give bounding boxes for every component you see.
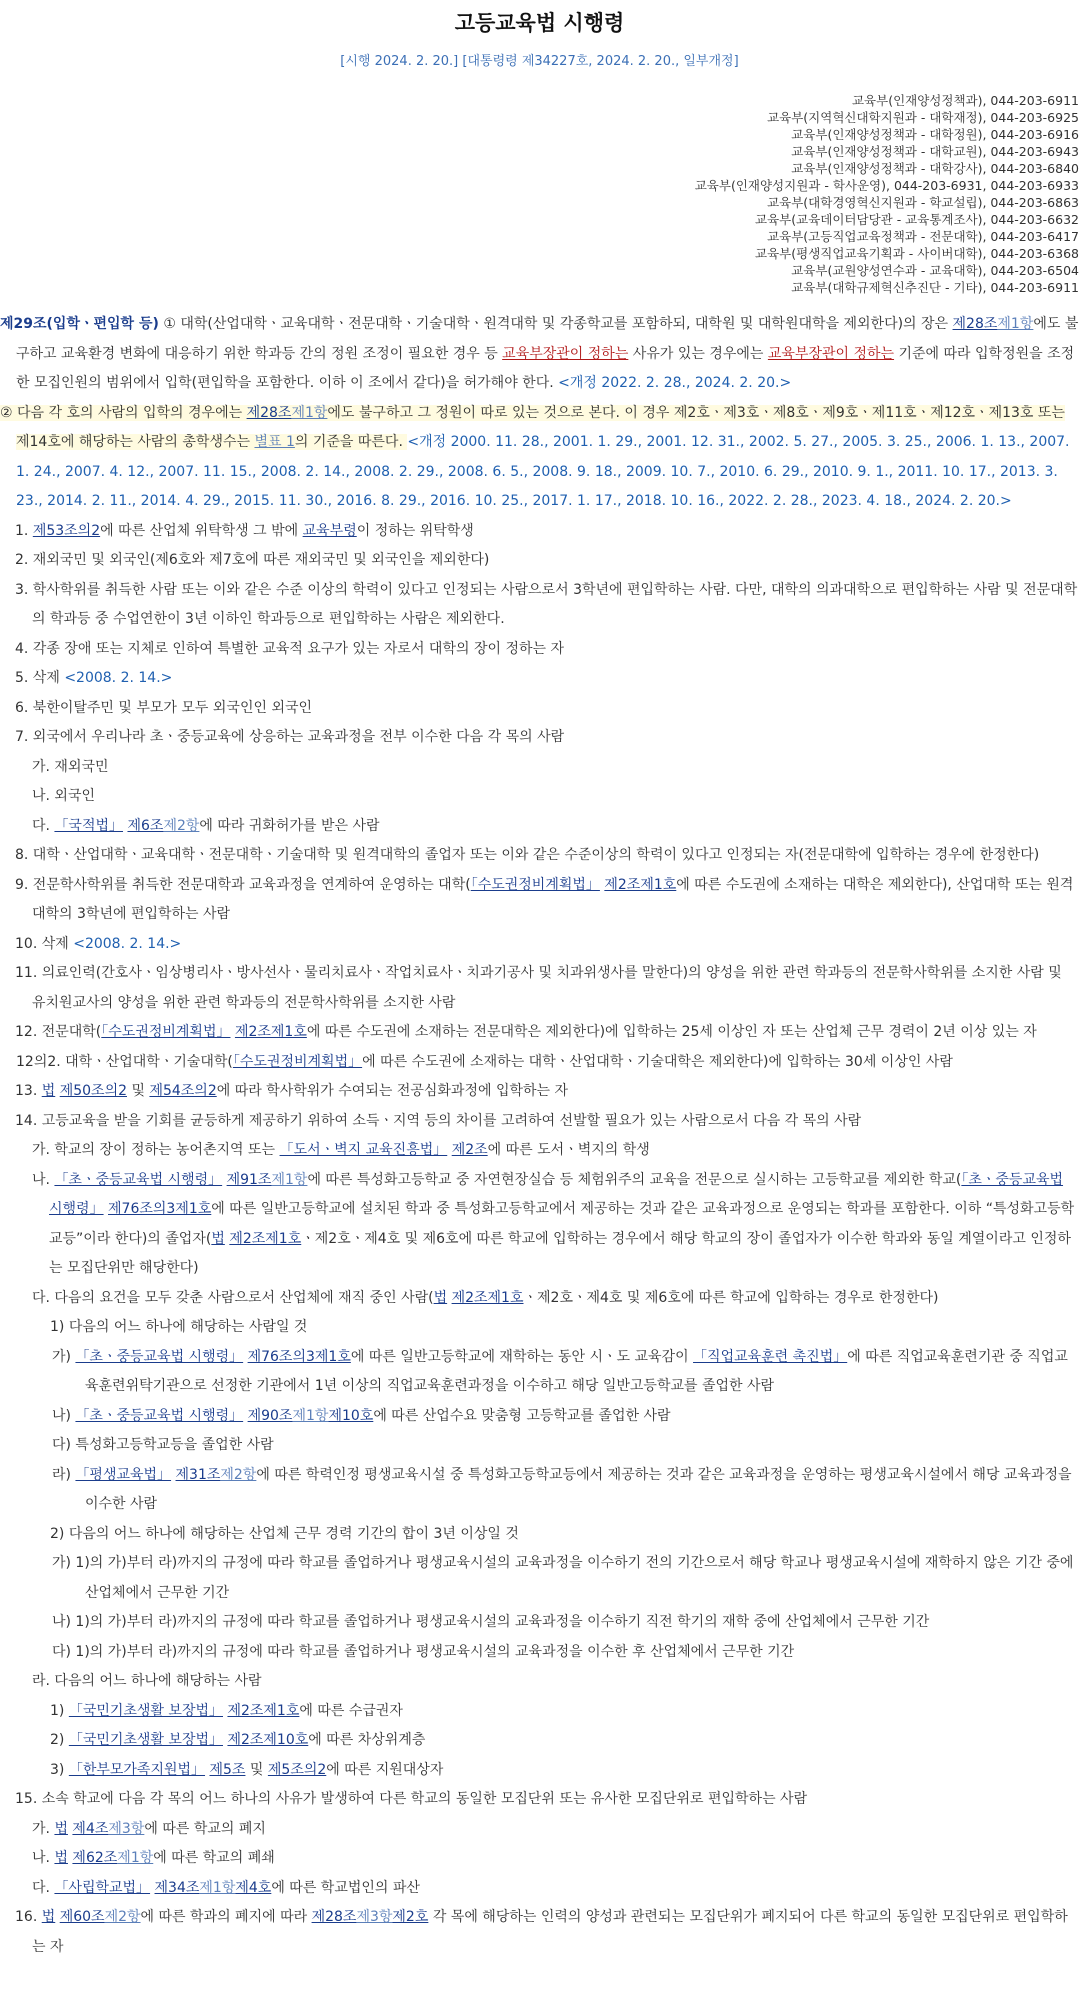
link[interactable]: 「직업교육훈련 촉진법」 [693,1348,848,1365]
department-contact: 교육부(대학규제혁신추진단 - 기타), 044-203-6911 [791,280,1079,295]
item-14-da-1: 1) 다음의 어느 하나에 해당하는 사람일 것 [50,1319,308,1335]
link-article-28[interactable]: 제28조 [952,316,998,332]
article-body [0,310,1079,1962]
link[interactable]: 「초ㆍ중등교육법 시행령」 [54,1171,223,1188]
link[interactable]: 「수도권정비계획법」 [232,1053,363,1070]
item-14-da-1-na [0,1402,1079,1432]
text: 12. 전문대학( [15,1024,102,1040]
revision-note: <개정 2022. 2. 28., 2024. 2. 20.> [558,375,792,391]
text: ① 대학(산업대학ㆍ교육대학ㆍ전문대학ㆍ기술대학ㆍ원격대학 및 각종학교를 포함하되, 대학원 및 대학원대학을 제외한다)의 장은 [158,316,953,332]
text: 3) [50,1761,69,1778]
link[interactable]: 제6조 [127,817,164,834]
paragraph-1 [0,310,1079,399]
page-title: 고등교육법 시행령 [454,11,625,35]
link[interactable]: 제91조 [226,1171,272,1188]
text: 에 따른 수도권에 소재하는 전문대학은 제외한다)에 입학하는 25세 이상인 자 또는 산업체 근무 경력이 2년 이상 있는 자 [306,1024,1037,1040]
link-annex-1[interactable]: 별표 1 [254,434,295,450]
enforcement-info: [시행 2024. 2. 20.] [대통령령 제34227호, 2024. 2. 20., 일부개정] [340,54,739,69]
text: 에 따른 학교법인의 파산 [271,1879,420,1896]
text: 9. 전문학사학위를 취득한 전문대학과 교육과정을 연계하여 운영하는 대학( [15,876,471,893]
department-contact: 교육부(고등직업교육정책과 - 전문대학), 044-203-6417 [767,229,1079,244]
department-contact: 교육부(평생직업교육기획과 - 사이버대학), 044-203-6368 [755,246,1079,261]
link[interactable]: 제76조의3제1호 [108,1201,212,1217]
text: 에 따른 도서ㆍ벽지의 학생 [487,1142,650,1158]
item-15-ga [0,1815,1079,1845]
link[interactable]: 제10호 [328,1407,374,1424]
text: 에 따른 직업교육훈련기관 중 직업교육훈련위탁기관으로 선정한 기관에서 1년 이상의 직업교육훈련과정을 이수하고 해당 일반고등학교를 졸업한 사람 [85,1348,1068,1394]
link[interactable]: 제2항 [220,1466,257,1483]
text: 16. [15,1909,42,1925]
text: 에 따른 산업체 위탁학생 그 밖에 [100,522,303,539]
text: 12의2. 대학ㆍ산업대학ㆍ기술대학( [16,1053,233,1070]
link[interactable]: 「초ㆍ중등교육법 시행령」 [49,1171,1064,1217]
link[interactable]: 제28조 [311,1909,357,1925]
item-10 [0,930,1079,960]
text: 에 따른 수도권에 소재하는 대학은 제외한다), 산업대학 또는 원격대학의 3학년에 편입학하는 사람 [32,876,1074,922]
text: 가. [32,1820,55,1837]
item-16 [0,1903,1079,1962]
paragraph-2 [0,399,1079,517]
text: 에 따른 차상위계층 [308,1732,426,1748]
delegation-link[interactable]: 교육부장관이 정하는 [502,345,629,362]
link[interactable]: 「도서ㆍ벽지 교육진흥법」 [279,1142,448,1158]
link[interactable]: 「사립학교법」 [54,1879,151,1896]
text: 및 [245,1761,268,1778]
text: 나) [52,1407,76,1424]
link-clause-1[interactable]: 제1항 [291,404,328,421]
text: 기준에 따라 입학정원을 조정한 모집인원의 범위에서 입학(편입학을 포함한다. 이하 이 조에서 같다)을 허가해야 한다. [16,345,1075,391]
department-contact: 교육부(인재양성정책과 - 대학교원), 044-203-6943 [791,144,1079,159]
link[interactable]: 교육부령 [302,522,357,539]
link[interactable]: 제5조의2 [267,1761,327,1778]
link[interactable]: 법 [54,1820,68,1837]
text: 다. 다음의 요건을 모두 갖춘 사람으로서 산업체에 재직 중인 사람( [32,1289,434,1306]
item-13 [0,1077,1079,1107]
text: 에 따른 지원대상자 [326,1761,444,1778]
text: 다. [32,817,55,834]
link[interactable]: 제5조 [209,1761,246,1778]
link[interactable]: 제2조제1호 [227,1702,300,1719]
text: 의 기준을 따른다. [294,434,408,450]
link[interactable]: 제2호 [392,1909,429,1925]
link[interactable]: 「평생교육법」 [75,1466,172,1483]
link[interactable]: 법 [211,1230,225,1247]
department-contact: 교육부(인재양성지원과 - 학사운영), 044-203-6931, 044-203-6933 [694,178,1079,193]
department-contact: 교육부(교육데이터담당관 - 교육통계조사), 044-203-6632 [755,212,1079,227]
item-7-na: 나. 외국인 [32,788,95,804]
link[interactable]: 제1항 [117,1850,154,1866]
link[interactable]: 제2조제1호 [451,1289,524,1306]
item-9 [0,871,1079,930]
department-contact: 교육부(지역혁신대학지원과 - 대학재정), 044-203-6925 [767,110,1079,125]
text: 에 따른 학교의 폐지 [144,1820,266,1837]
text: 에 따른 학교의 폐쇄 [153,1850,275,1866]
link[interactable]: 「초ㆍ중등교육법 시행령」 [75,1407,244,1424]
text: 가) [52,1348,76,1365]
revision-note: <2008. 2. 14.> [73,935,182,952]
item-14-da-2: 2) 다음의 어느 하나에 해당하는 산업체 근무 경력 기간의 합이 3년 이상일 것 [50,1525,519,1542]
link[interactable]: 「국민기초생활 보장법」 [68,1732,223,1748]
delegation-link[interactable]: 교육부장관이 정하는 [767,345,895,362]
item-8: 8. 대학ㆍ산업대학ㆍ교육대학ㆍ전문대학ㆍ기술대학 및 원격대학의 졸업자 또는 이와 같은 수준이상의 학력이 있다고 인정되는 자(전문대학에 입학하는 경우에 한정한다) [15,847,1040,863]
item-14-da-2-da: 다) 1)의 가)부터 라)까지의 규정에 따라 학교를 졸업하거나 평생교육시설의 교육과정을 이수한 후 산업체에서 근무한 기간 [52,1643,795,1660]
link-article-28[interactable]: 제28조 [246,404,292,421]
text: ② 다음 각 호의 사람의 입학의 경우에는 [0,404,247,421]
item-7: 7. 외국에서 우리나라 초ㆍ중등교육에 상응하는 교육과정을 전부 이수한 다음 각 목의 사람 [15,729,565,745]
item-14-ra: 라. 다음의 어느 하나에 해당하는 사람 [32,1673,262,1689]
item-14: 14. 고등교육을 받을 기회를 균등하게 제공하기 위하여 소득ㆍ지역 등의 차이를 고려하여 선발할 필요가 있는 사람으로서 다음 각 목의 사람 [15,1112,862,1129]
link[interactable]: 제4조 [72,1820,109,1837]
link[interactable]: 제3항 [108,1820,145,1837]
link[interactable]: 제2항 [163,817,200,834]
link[interactable]: 제34조 [154,1879,200,1896]
text: 13. [15,1083,42,1099]
link[interactable]: 제2항 [104,1909,141,1925]
text: 에 따른 일반고등학교에 설치된 학과 중 특성화고등학교에서 제공하는 것과 같은 교육과정으로 운영되는 학과를 포함한다. 이하 “특성화고등학교등”이라 한다)의 졸업자( [49,1201,1075,1247]
text: 라) [52,1466,76,1483]
link[interactable]: 법 [41,1083,56,1099]
link[interactable]: 제2조 [451,1142,488,1158]
item-14-da-1-ra [0,1461,1079,1520]
text: 1) [50,1702,69,1719]
item-14-ra-3 [0,1756,1079,1786]
text: 에 따른 학력인정 평생교육시설 중 특성화고등학교등에서 제공하는 것과 같은 교육과정을 운영하는 평생교육시설에서 해당 교육과정을 이수한 사람 [85,1466,1072,1512]
item-14-da-2-ga: 가) 1)의 가)부터 라)까지의 규정에 따라 학교를 졸업하거나 평생교육시설의 교육과정을 이수하기 전의 기간으로서 해당 학교나 평생교육시설에 재학하지 않은 기간 중에 산업체에서 근무한 기간 [52,1555,1074,1601]
link-clause-1[interactable]: 제1항 [997,316,1034,332]
item-12 [0,1018,1079,1048]
item-14-da [0,1284,1079,1314]
revision-note: <개정 2000. 11. 28., 2001. 1. 29., 2001. 12. 31., 2002. 5. 27., 2005. 3. 25., 2006. 1. 13., 2007. 1. 24., 2007. 4. 12., 2007. 11. 15., 2008. 2. 14., 2008. 2. 29., 2008. 6. 5., 2008. 9. 18., 2009. 10. 7., 2010. 6. 29., 2010. 9. 1., 2011. 10. 17., 2013. 3. 23., 2014. 2. 11., 2014. 4. 29., 2015. 11. 30., 2016. 8. 29., 2016. 10. 25., 2017. 1. 17., 2018. 10. 16., 2022. 2. 28., 2023. 4. 18., 2024. 2. 20.> [16,434,1070,509]
link[interactable]: 제31조 [175,1466,221,1483]
link[interactable]: 제1항 [292,1407,329,1424]
item-12-2 [0,1048,1079,1078]
text: 에 따라 귀화허가를 받은 사람 [199,817,380,834]
item-5 [0,664,1079,694]
item-14-da-1-ga [0,1343,1079,1402]
text: ㆍ제2호ㆍ제4호 및 제6호에 따른 학교에 입학하는 경우에서 해당 학교의 장이 졸업자가 이수한 학과와 동일 계열이라고 인정하는 모집단위만 해당한다) [49,1230,1071,1276]
link[interactable]: 제60조 [59,1909,105,1925]
item-6: 6. 북한이탈주민 및 부모가 모두 외국인인 외국인 [15,699,313,716]
link[interactable]: 제2조제10호 [227,1732,309,1748]
link[interactable]: 제2조제1호 [229,1230,302,1247]
link[interactable]: 제1항 [199,1879,236,1896]
text: 에 따른 일반고등학교에 재학하는 동안 시ㆍ도 교육감이 [350,1348,694,1365]
text: 에도 불구하고 그 정원이 따로 있는 것으로 본다. 이 경우 제2호ㆍ제3호ㆍ제8호ㆍ제9호ㆍ제11호ㆍ제12호ㆍ제13호 또는 제14호에 해당하는 사람의 총학생수는 [16,404,1065,450]
item-number: 1. [15,522,33,539]
item-15-na [0,1844,1079,1874]
link[interactable]: 제53조의2 [32,522,101,539]
link[interactable]: 「국적법」 [54,817,124,834]
text: 나. [32,1171,55,1188]
revision-note: <2008. 2. 14.> [64,670,173,686]
item-14-da-1-da: 다) 특성화고등학교등을 졸업한 사람 [52,1437,274,1453]
item-14-ra-2 [0,1726,1079,1756]
text: 에 따른 수급권자 [299,1702,403,1719]
department-contacts [0,92,1079,296]
item-3: 3. 학사학위를 취득한 사람 또는 이와 같은 수준 이상의 학력이 있다고 인정되는 사람으로서 3학년에 편입학하는 사람. 다만, 대학의 의과대학으로 편입학하는 사람 및 전문대학의 학과등 중 수업연한이 3년 이하인 학과등으로 편입학하는 사람은 제외한다. [15,581,1078,627]
text: 에 따라 학사학위가 수여되는 전공심화과정에 입학하는 자 [216,1083,569,1099]
item-7-ga: 가. 재외국민 [32,758,109,775]
article-heading[interactable]: 제29조(입학ㆍ편입학 등) [0,316,159,332]
link[interactable]: 제54조의2 [149,1083,217,1099]
link[interactable]: 「수도권정비계획법」 [101,1024,231,1040]
department-contact: 교육부(인재양성정책과 - 대학강사), 044-203-6840 [791,161,1079,176]
link[interactable]: 제2조제1호 [604,876,677,893]
text: 에 따른 산업수요 맞춤형 고등학교를 졸업한 사람 [373,1407,671,1424]
text: 에 따른 학과의 폐지에 따라 [140,1909,312,1925]
link[interactable]: 「한부모가족지원법」 [68,1761,206,1778]
item-14-da-2-na: 나) 1)의 가)부터 라)까지의 규정에 따라 학교를 졸업하거나 평생교육시설의 교육과정을 이수하기 직전 학기의 재학 중에 산업체에서 근무한 기간 [52,1614,930,1630]
text: 다. [32,1879,55,1896]
link[interactable]: 법 [433,1289,448,1306]
text: 이 정하는 위탁학생 [356,522,474,539]
item-7-da [0,812,1079,842]
text: 5. 삭제 [15,670,65,686]
department-contact: 교육부(대학경영혁신지원과 - 학교설립), 044-203-6863 [767,195,1079,210]
department-contact: 교육부(인재양성정책과), 044-203-6911 [851,93,1079,108]
text: 및 [127,1083,150,1099]
text: 각 목에 해당하는 인력의 양성과 관련되는 모집단위가 폐지되어 다른 학교의 동일한 모집단위로 편입학하는 자 [32,1909,1068,1955]
link[interactable]: 제50조의2 [59,1083,127,1099]
link[interactable]: 제76조의3제1호 [247,1348,351,1365]
text: 2) [50,1732,69,1748]
link[interactable]: 제2조제1호 [234,1024,307,1040]
text: 에도 불구하고 교육환경 변화에 대응하기 위한 학과등 간의 정원 조정이 필요한 경우 등 [16,316,1079,362]
text: 에 따른 수도권에 소재하는 대학ㆍ산업대학ㆍ기술대학은 제외한다)에 입학하는 30세 이상인 사람 [362,1053,953,1070]
text: 10. 삭제 [15,935,74,952]
link[interactable]: 제4호 [235,1879,272,1896]
item-15-da [0,1874,1079,1904]
link[interactable]: 제3항 [356,1909,393,1925]
text: 사유가 있는 경우에는 [628,345,768,362]
item-2: 2. 재외국민 및 외국인(제6호와 제7호에 따른 재외국민 및 외국인을 제외한다) [15,552,490,568]
link[interactable]: 제90조 [247,1407,293,1424]
item-1 [0,517,1079,547]
text: ㆍ제2호ㆍ제4호 및 제6호에 따른 학교에 입학하는 경우로 한정한다) [523,1289,939,1306]
link[interactable]: 법 [54,1850,68,1866]
item-11: 11. 의료인력(간호사ㆍ임상병리사ㆍ방사선사ㆍ물리치료사ㆍ작업치료사ㆍ치과기공사 및 치과위생사를 말한다)의 양성을 위한 관련 학과등의 전문학사학위를 소지한 사람 및 유치원교사의 양성을 위한 관련 학과등의 전문학사학위를 소지한 사람 [15,965,1062,1011]
department-contact: 교육부(교원양성연수과 - 교육대학), 044-203-6504 [791,263,1079,278]
text: 에 따른 특성화고등학교 중 자연현장실습 등 체험위주의 교육을 전문으로 실시하는 고등학교를 제외한 학교( [307,1171,962,1188]
item-14-ra-1 [0,1697,1079,1727]
text: 나. [32,1850,55,1866]
link[interactable]: 「수도권정비계획법」 [470,876,600,893]
link[interactable]: 「국민기초생활 보장법」 [68,1702,223,1719]
text: 가. 학교의 장이 정하는 농어촌지역 또는 [32,1142,280,1158]
item-14-ga [0,1136,1079,1166]
item-4: 4. 각종 장애 또는 지체로 인하여 특별한 교육적 요구가 있는 자로서 대학의 장이 정하는 자 [15,640,564,657]
department-contact: 교육부(인재양성정책과 - 대학정원), 044-203-6916 [791,127,1079,142]
link[interactable]: 제62조 [72,1850,118,1866]
link[interactable]: 「초ㆍ중등교육법 시행령」 [75,1348,244,1365]
link[interactable]: 법 [41,1909,56,1925]
item-15: 15. 소속 학교에 다음 각 목의 어느 하나의 사유가 발생하여 다른 학교의 동일한 모집단위 또는 유사한 모집단위로 편입학하는 사람 [15,1791,808,1807]
link[interactable]: 제1항 [271,1171,308,1188]
item-14-na [0,1166,1079,1284]
